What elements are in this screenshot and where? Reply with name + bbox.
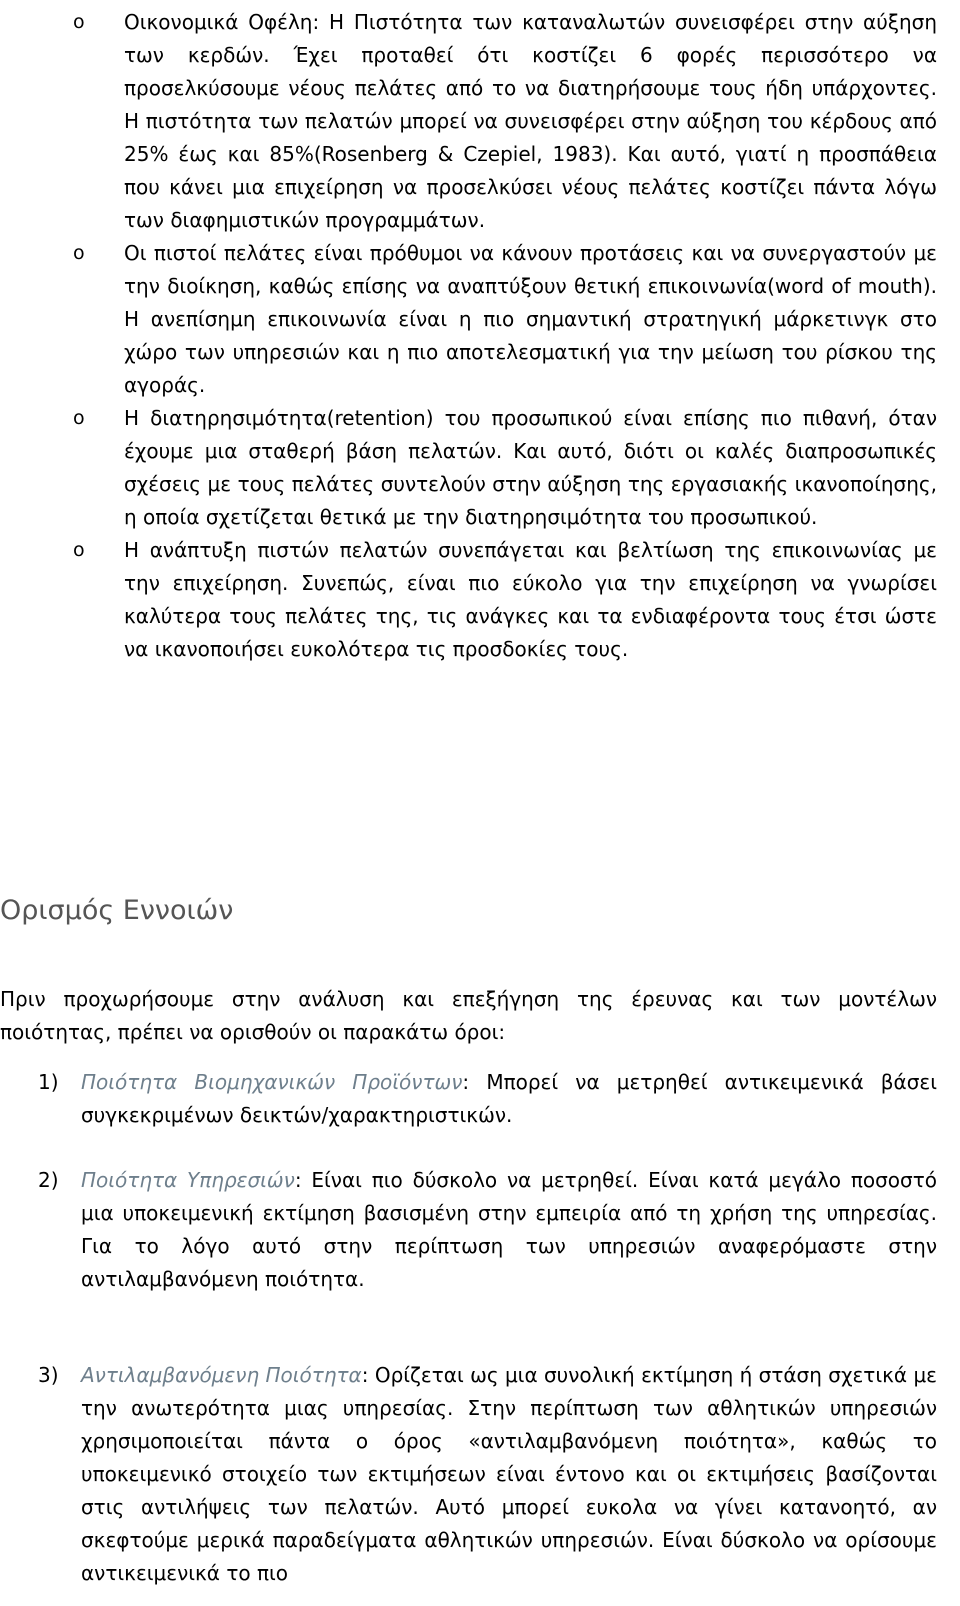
bullet-text: Η ανάπτυξη πιστών πελατών συνεπάγεται και βελτίωση της επικοινωνίας με την επιχείρηση. Συνεπώς, είναι πιο εύκολο για την επιχείρηση να γνωρίσει καλύτερα τους πελάτες της, τις ανάγκες και τα ενδιαφέροντα τους έτσι ώστε να ικανοποιήσει ευκολότερα τις προσδοκίες τους. <box>124 538 937 661</box>
definition-item-perceived-quality <box>38 1359 937 1590</box>
definition-number: 1) <box>38 1070 59 1094</box>
definition-item-industrial-quality <box>38 1066 937 1132</box>
section-intro-paragraph: Πριν προχωρήσουμε στην ανάλυση και επεξήγηση της έρευνας και των μοντέλων ποιότητας, πρέπει να ορισθούν οι παρακάτω όροι: <box>0 987 937 1044</box>
definition-body <box>38 1359 937 1590</box>
benefits-bullet-list <box>73 6 937 666</box>
bullet-marker: o <box>73 11 85 33</box>
definition-number: 3) <box>38 1363 59 1387</box>
bullet-marker: o <box>73 539 85 561</box>
bullet-marker: o <box>73 407 85 429</box>
definition-text: Μπορεί να μετρηθεί αντικειμενικά βάσει συγκεκριμένων δεικτών/χαρακτηριστικών. <box>81 1070 937 1127</box>
bullet-text: Η διατηρησιμότητα(retention) του προσωπικού είναι επίσης πιο πιθανή, όταν έχουμε μια σταθερή βάση πελατών. Και αυτό, διότι οι καλές διαπροσωπικές σχέσεις με τους πελάτες συντελούν στην αύξηση της εργασιακής ικανοποίησης, η οποία σχετίζεται θετικά με την διατηρησιμότητα του προσωπικού. <box>124 406 937 529</box>
definition-separator: : <box>361 1363 369 1387</box>
definition-term: Ποιότητα Υπηρεσιών <box>81 1168 295 1192</box>
bullet-item-communication <box>73 534 937 666</box>
definition-separator: : <box>462 1070 470 1094</box>
definition-term: Αντιλαμβανόμενη Ποιότητα <box>81 1363 362 1387</box>
bullet-item-loyal-customers <box>73 237 937 402</box>
definition-item-service-quality <box>38 1164 937 1296</box>
bullet-marker: o <box>73 242 85 264</box>
definition-text: Είναι πιο δύσκολο να μετρηθεί. Είναι κατά μεγάλο ποσοστό μια υποκειμενική εκτίμηση βασισμένη στην εμπειρία από τη χρήση της υπηρεσίας. Για το λόγο αυτό στην περίπτωση των υπηρεσιών αναφερόμαστε στην αντιλαμβανόμενη ποιότητα. <box>81 1168 937 1291</box>
definition-text: Ορίζεται ως μια συνολική εκτίμηση ή στάση σχετικά με την ανωτερότητα μιας υπηρεσίας. Στην περίπτωση των αθλητικών υπηρεσιών χρησιμοποιείται πάντα ο όρος «αντιλαμβανόμενη ποιότητα», καθώς το υποκειμενικό στοιχείο των εκτιμήσεων είναι έντονο και οι εκτιμήσεις βασίζονται στις αντιλήψεις των πελατών. Αυτό μπορεί ευκολα να γίνει κατανοητό, αν σκεφτούμε μερικά παραδείγματα αθλητικών υπηρεσιών. Είναι δύσκολο να ορίσουμε αντικειμενικά το πιο <box>81 1363 937 1585</box>
bullet-text: Οικονομικά Οφέλη: Η Πιστότητα των καταναλωτών συνεισφέρει στην αύξηση των κερδών. Έχει προταθεί ότι κοστίζει 6 φορές περισσότερο να προσελκύσουμε νέους πελάτες από το να διατηρήσουμε τους ήδη υπάρχοντες. Η πιστότητα των πελατών μπορεί να συνεισφέρει στην αύξηση του κέρδους από 25% έως και 85%(Rosenberg & Czepiel, 1983). Και αυτό, γιατί η προσπάθεια που κάνει μια επιχείρηση να προσελκύσει νέους πελάτες κοστίζει πάντα λόγω των διαφημιστικών προγραμμάτων. <box>124 10 937 232</box>
definition-separator: : <box>294 1168 302 1192</box>
definition-number: 2) <box>38 1168 59 1192</box>
bullet-item-economic-benefits <box>73 6 937 237</box>
bullet-item-staff-retention <box>73 402 937 534</box>
definition-body <box>38 1164 937 1296</box>
bullet-text: Οι πιστοί πελάτες είναι πρόθυμοι να κάνουν προτάσεις και να συνεργαστούν με την διοίκηση, καθώς επίσης να αναπτύξουν θετική επικοινωνία(word of mouth). Η ανεπίσημη επικοινωνία είναι η πιο σημαντική στρατηγική μάρκετινγκ στο χώρο των υπηρεσιών και η πιο αποτελεσματική για την μείωση του ρίσκου της αγοράς. <box>124 241 937 397</box>
definition-body <box>38 1066 937 1132</box>
section-heading: Ορισμός Εννοιών <box>0 895 234 926</box>
definition-term: Ποιότητα Βιομηχανικών Προϊόντων <box>81 1070 463 1094</box>
